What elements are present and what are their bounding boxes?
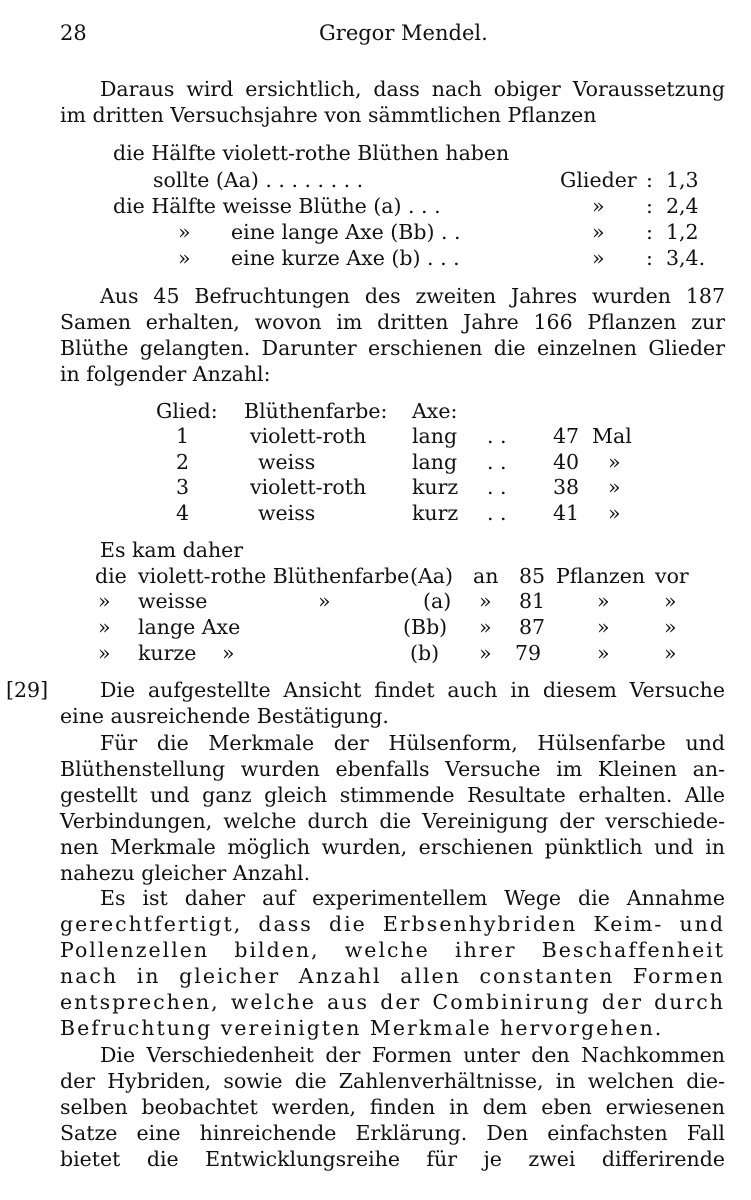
summary-cell-b: lange Axe bbox=[138, 615, 241, 639]
table-cell-axe: kurz bbox=[412, 475, 459, 499]
summary-cell-f: Pflanzen bbox=[556, 564, 646, 588]
para5-line-4: nach in gleicher Anzahl allen constanten Formen bbox=[60, 964, 725, 988]
table-cell-unit: » bbox=[608, 501, 621, 525]
summary-intro: Es kam daher bbox=[100, 538, 244, 562]
expected-row-1: die Hälfte violett-rothe Blüthen haben bbox=[113, 141, 510, 165]
table-cell-dots: . . bbox=[487, 450, 507, 474]
table-cell-count: 38 bbox=[553, 475, 580, 499]
para3-line-1: Die aufgestellte Ansicht findet auch in diesem Versuche bbox=[100, 678, 725, 702]
expected-row-2-value: 1,3 bbox=[666, 168, 699, 192]
expected-row-5-colon: : bbox=[646, 246, 653, 270]
expected-row-4-ditto2: » bbox=[592, 220, 605, 244]
para2-line-1: Aus 45 Befruchtungen des zweiten Jahres wurden 187 bbox=[100, 284, 725, 308]
table-cell-dots: . . bbox=[487, 501, 507, 525]
para5-line-6: Befruchtung vereinigten Merkmale hervorgehen. bbox=[60, 1016, 664, 1040]
header-bluthenfarbe: Blüthenfarbe: bbox=[244, 399, 388, 423]
summary-cell-f: » bbox=[597, 641, 610, 665]
table-cell-glied: 4 bbox=[176, 501, 190, 525]
expected-row-4-value: 1,2 bbox=[666, 220, 699, 244]
expected-row-3-colon: : bbox=[646, 194, 653, 218]
expected-row-2-unit: Glieder bbox=[560, 168, 637, 192]
table-cell-unit: » bbox=[608, 475, 621, 499]
summary-cell-c: (a) bbox=[423, 589, 452, 613]
expected-row-4-text: eine lange Axe (Bb) . . bbox=[231, 220, 461, 244]
summary-cell-d: » bbox=[479, 641, 492, 665]
expected-row-5-ditto: » bbox=[178, 246, 191, 270]
para5-line-1: Es ist daher auf experimentellem Wege die Annahme bbox=[100, 886, 725, 910]
table-cell-unit: » bbox=[608, 450, 621, 474]
table-cell-farbe: weiss bbox=[258, 450, 316, 474]
summary-cell-a: » bbox=[98, 641, 111, 665]
margin-page-marker: [29] bbox=[6, 678, 49, 702]
table-cell-farbe: weiss bbox=[258, 501, 316, 525]
table-cell-axe: kurz bbox=[412, 501, 459, 525]
table-cell-farbe: violett-roth bbox=[250, 475, 367, 499]
para6-line-1: Die Verschiedenheit der Formen unter den Nachkommen bbox=[100, 1043, 725, 1067]
table-cell-glied: 3 bbox=[176, 475, 190, 499]
table-cell-count: 47 bbox=[553, 424, 580, 448]
table-cell-unit: Mal bbox=[592, 424, 632, 448]
expected-row-3-text: die Hälfte weisse Blüthe (a) . . . bbox=[113, 194, 441, 218]
summary-cell-b: violett-rothe Blüthenfarbe bbox=[138, 564, 410, 588]
para3-line-2: eine ausreichende Bestätigung. bbox=[60, 704, 389, 728]
para6-line-3: selben beobachtet werden, finden in dem eben erwiesenen bbox=[60, 1095, 725, 1119]
table-cell-farbe: violett-roth bbox=[250, 424, 367, 448]
header-axe: Axe: bbox=[412, 399, 458, 423]
summary-cell-g: » bbox=[664, 641, 677, 665]
para6-line-2: der Hybriden, sowie die Zahlenverhältnisse, in welchen die- bbox=[60, 1069, 725, 1093]
summary-cell-c: (Aa) bbox=[410, 564, 454, 588]
para6-line-4: Satze eine hinreichende Erklärung. Den einfachsten Fall bbox=[60, 1121, 725, 1145]
summary-cell-b: kurze bbox=[138, 641, 197, 665]
table-cell-glied: 1 bbox=[176, 424, 190, 448]
para2-line-3: Blüthe gelangten. Darunter erschienen die einzelnen Glieder bbox=[60, 336, 725, 360]
intro-line-2: im dritten Versuchsjahre von sämmtlichen Pflanzen bbox=[60, 103, 597, 127]
summary-cell-d: an bbox=[473, 564, 499, 588]
para5-line-5: entsprechen, welche aus der Combinirung der durch bbox=[60, 990, 725, 1014]
summary-cell-f: » bbox=[597, 615, 610, 639]
running-title: Gregor Mendel. bbox=[319, 21, 488, 45]
summary-cell-d: » bbox=[479, 589, 492, 613]
expected-row-2-colon: : bbox=[646, 168, 653, 192]
para4-line-2: Blüthenstellung wurden ebenfalls Versuche im Kleinen an- bbox=[60, 757, 725, 781]
expected-row-3-ditto: » bbox=[592, 194, 605, 218]
summary-cell-c: (b) bbox=[410, 641, 440, 665]
summary-cell-a: die bbox=[95, 564, 127, 588]
summary-cell-a: » bbox=[98, 615, 111, 639]
summary-cell-b2: » bbox=[222, 641, 235, 665]
summary-cell-a: » bbox=[98, 589, 111, 613]
para4-line-6: nahezu gleicher Anzahl. bbox=[60, 861, 311, 885]
summary-cell-b: weisse bbox=[138, 589, 208, 613]
summary-cell-d: » bbox=[479, 615, 492, 639]
summary-cell-b2: » bbox=[318, 589, 331, 613]
para4-line-5: nen Merkmale möglich wurden, erschienen pünktlich und in bbox=[60, 835, 725, 859]
summary-cell-e: 87 bbox=[519, 615, 546, 639]
intro-line-1: Daraus wird ersichtlich, dass nach obiger Voraussetzung bbox=[100, 77, 725, 101]
para4-line-1: Für die Merkmale der Hülsenform, Hülsenfarbe und bbox=[100, 731, 725, 755]
expected-row-3-value: 2,4 bbox=[666, 194, 699, 218]
table-cell-axe: lang bbox=[412, 424, 458, 448]
expected-row-5-text: eine kurze Axe (b) . . . bbox=[231, 246, 460, 270]
table-cell-dots: . . bbox=[487, 424, 507, 448]
summary-cell-g: » bbox=[664, 589, 677, 613]
expected-row-2-text: sollte (Aa) . . . . . . . . bbox=[153, 168, 364, 192]
summary-cell-f: » bbox=[597, 589, 610, 613]
table-cell-count: 40 bbox=[553, 450, 580, 474]
summary-cell-g: vor bbox=[655, 564, 689, 588]
summary-cell-g: » bbox=[664, 615, 677, 639]
para4-line-4: Verbindungen, welche durch die Vereinigung der verschiede- bbox=[60, 809, 725, 833]
page-number: 28 bbox=[60, 21, 87, 45]
table-cell-glied: 2 bbox=[176, 450, 190, 474]
table-cell-dots: . . bbox=[487, 475, 507, 499]
para5-line-3: Pollenzellen bilden, welche ihrer Beschaffenheit bbox=[60, 938, 725, 962]
para2-line-4: in folgender Anzahl: bbox=[60, 362, 271, 386]
para6-line-5: bietet die Entwicklungsreihe für je zwei differirende bbox=[60, 1147, 725, 1171]
expected-row-5-ditto2: » bbox=[592, 246, 605, 270]
expected-row-4-ditto: » bbox=[178, 220, 191, 244]
para4-line-3: gestellt und ganz gleich stimmende Resultate erhalten. Alle bbox=[60, 783, 725, 807]
header-glied: Glied: bbox=[156, 399, 218, 423]
expected-row-4-colon: : bbox=[646, 220, 653, 244]
para5-line-2: gerechtfertigt, dass die Erbsenhybriden Keim- und bbox=[60, 912, 725, 936]
table-cell-count: 41 bbox=[553, 501, 580, 525]
expected-row-5-value: 3,4. bbox=[666, 246, 706, 270]
summary-cell-e: 85 bbox=[519, 564, 546, 588]
summary-cell-e: 79 bbox=[515, 641, 542, 665]
para2-line-2: Samen erhalten, wovon im dritten Jahre 166 Pflanzen zur bbox=[60, 310, 725, 334]
summary-cell-c: (Bb) bbox=[403, 615, 448, 639]
table-cell-axe: lang bbox=[412, 450, 458, 474]
summary-cell-e: 81 bbox=[519, 589, 546, 613]
